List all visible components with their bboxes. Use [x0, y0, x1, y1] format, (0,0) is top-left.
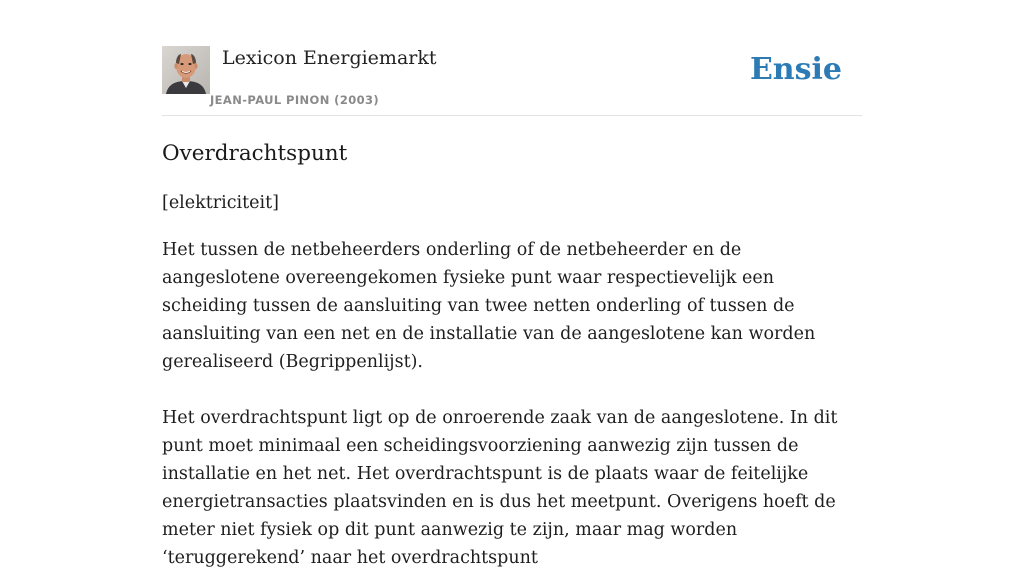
definition-paragraph: Het overdrachtspunt ligt op de onroerende zaak van de aangeslotene. In dit punt moet minimaal een scheidingsvoorziening aanwezig zijn tussen de installatie en het net. Het overdrachtspunt is de plaats waar de feitelijke energietransacties plaatsvinden en is dus het meetpunt. Overigens hoeft de meter niet fysiek op dit punt aanwezig te zijn, maar mag worden ‘teruggerekend’ naar het overdrachtspunt [162, 408, 838, 568]
author-portrait-icon [162, 46, 210, 94]
term-title: Overdrachtspunt [162, 141, 348, 166]
entry-content [162, 138, 862, 572]
ensie-logo-link[interactable]: Ensie [749, 52, 842, 87]
entry-header [162, 46, 862, 116]
lexicon-title-link[interactable]: Lexicon Energiemarkt [222, 47, 437, 69]
author-name: JEAN-PAUL PINON (2003) [210, 93, 380, 107]
definition-paragraph: Het tussen de netbeheerders onderling of de netbeheerder en de aangeslotene overeengekomen fysieke punt waar respectievelijk een scheiding tussen de aansluiting van twee netten onderling of tussen de aansluiting van een net en de installatie van de aangeslotene kan worden gerealiseerd (Begrippenlijst). [162, 240, 816, 372]
author-avatar[interactable] [162, 46, 210, 94]
term-category: [elektriciteit] [162, 193, 279, 213]
